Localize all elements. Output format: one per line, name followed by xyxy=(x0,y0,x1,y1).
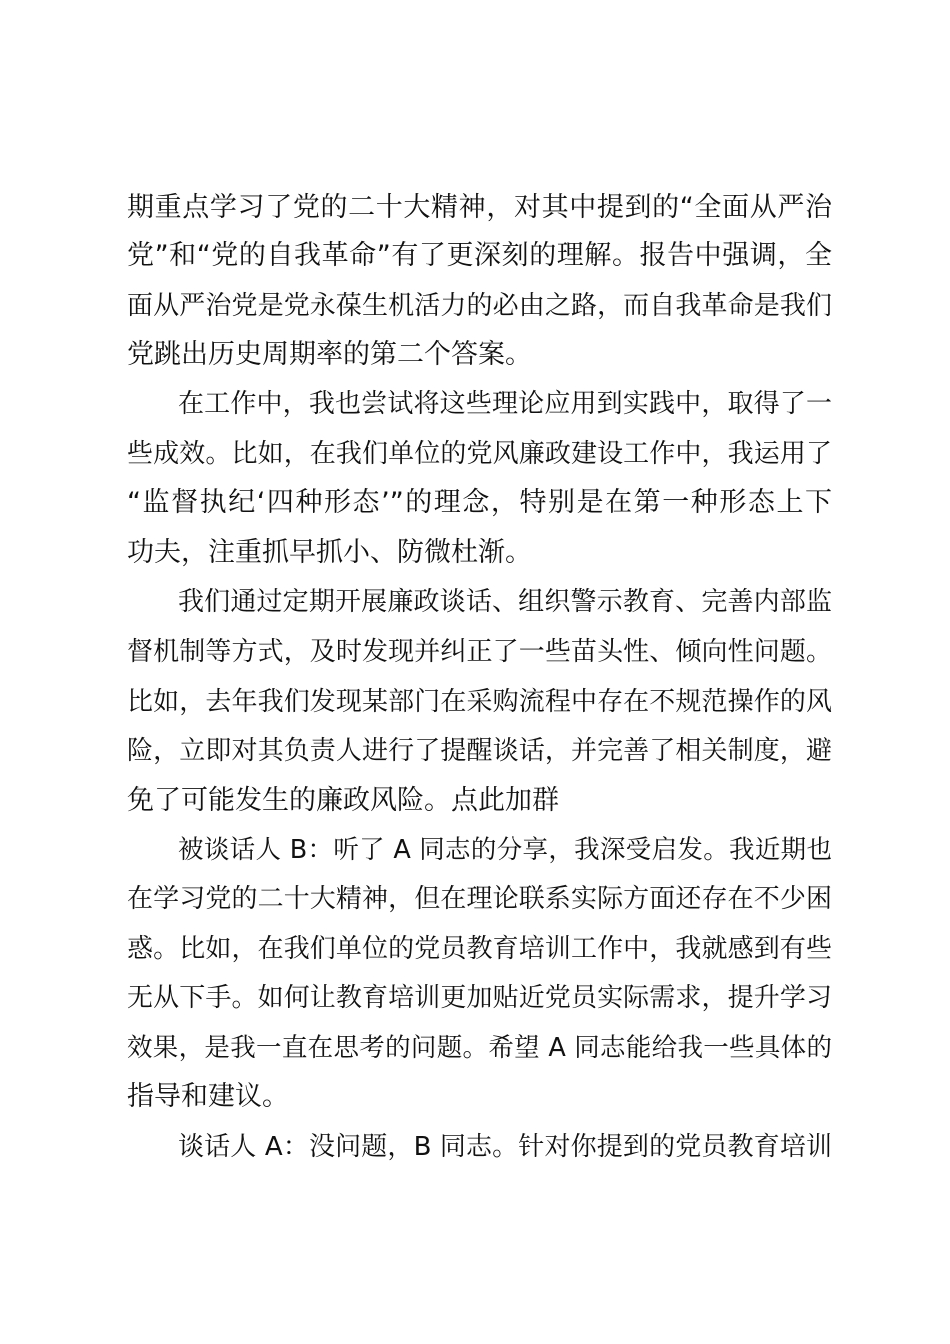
text-line: 功夫，注重抓早抓小、防微杜渐。 xyxy=(127,537,532,568)
paragraph-first-line: 被谈话人 B：听了 A 同志的分享，我深受启发。我近期也 xyxy=(178,835,832,865)
paragraph-first-line: 谈话人 A：没问题，B 同志。针对你提到的党员教育培训 xyxy=(178,1132,832,1162)
text-line: 险，立即对其负责人进行了提醒谈话，并完善了相关制度，避 xyxy=(127,736,832,766)
text-line: 效果，是我一直在思考的问题。希望 A 同志能给我一些具体的 xyxy=(127,1033,832,1063)
text-line: 党跳出历史周期率的第二个答案。 xyxy=(127,339,532,370)
text-line: 期重点学习了党的二十大精神，对其中提到的“全面从严治 xyxy=(127,192,832,223)
text-line: 督机制等方式，及时发现并纠正了一些苗头性、倾向性问题。 xyxy=(127,637,832,667)
text-line: 面从严治党是党永葆生机活力的必由之路，而自我革命是我们 xyxy=(127,291,832,321)
paragraph-first-line: 我们通过定期开展廉政谈话、组织警示教育、完善内部监 xyxy=(178,587,832,617)
paragraph-first-line: 在工作中，我也尝试将这些理论应用到实践中，取得了一 xyxy=(178,389,832,419)
text-line: 些成效。比如，在我们单位的党风廉政建设工作中，我运用了 xyxy=(127,439,832,469)
text-line: “监督执纪‘四种形态’”的理念，特别是在第一种形态上下 xyxy=(127,487,832,518)
text-line: 比如，去年我们发现某部门在采购流程中存在不规范操作的风 xyxy=(127,687,832,717)
text-line: 党”和“党的自我革命”有了更深刻的理解。报告中强调，全 xyxy=(127,240,832,271)
text-line: 无从下手。如何让教育培训更加贴近党员实际需求，提升学习 xyxy=(127,983,832,1013)
text-line: 免了可能发生的廉政风险。点此加群 xyxy=(127,785,559,816)
text-line: 指导和建议。 xyxy=(127,1081,289,1112)
text-line: 惑。比如，在我们单位的党员教育培训工作中，我就感到有些 xyxy=(127,934,832,964)
text-line: 在学习党的二十大精神，但在理论联系实际方面还存在不少困 xyxy=(127,884,832,914)
